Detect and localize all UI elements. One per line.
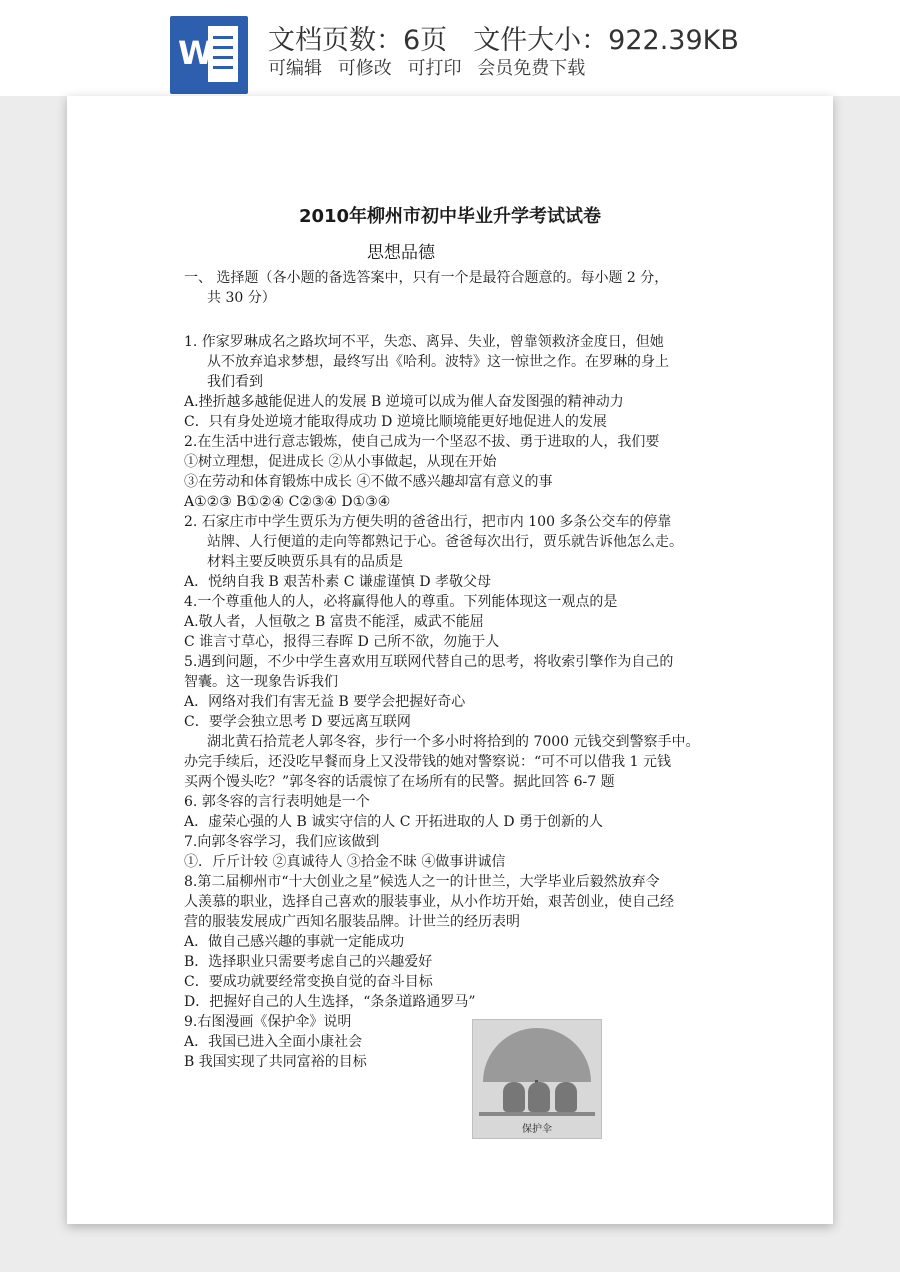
cartoon-figure [528,1082,550,1112]
file-size: 文件大小：922.39KB [473,25,739,56]
text-line: 智囊。这一现象告诉我们 [184,674,338,690]
header-banner [0,0,900,96]
document-page [67,96,833,1224]
text-line: B 我国实现了共同富裕的目标 [184,1054,367,1070]
tag-editable: 可编辑 [268,58,322,79]
cartoon-caption: 保护伞 [522,1124,552,1135]
text-line: 8.第二届柳州市“十大创业之星”候选人之一的计世兰，大学毕业后毅然放弃令 [184,874,660,890]
cartoon-figure [555,1082,577,1112]
text-line: 办完手续后，还没吃早餐而身上又没带钱的她对警察说：“可不可以借我 1 元钱 [184,754,671,770]
tag-member-download: 会员免费下载 [477,58,586,79]
word-letter: W [178,34,214,72]
document-title: 2010年柳州市初中毕业升学考试试卷 [298,206,602,227]
text-line: 7.向郭冬容学习，我们应该做到 [184,834,380,850]
text-line: 9.右图漫画《保护伞》说明 [184,1014,352,1030]
text-line: 站牌、人行便道的走向等都熟记于心。爸爸每次出行，贾乐就告诉他怎么走。 [207,534,683,550]
text-line: 从不放弃追求梦想，最终写出《哈利。波特》这一惊世之作。在罗琳的身上 [207,354,669,370]
text-line: 人羡慕的职业，选择自己喜欢的服装事业，从小作坊开始，艰苦创业，使自己经 [184,894,674,910]
document-subject: 思想品德 [367,243,435,263]
text-line: 我们看到 [207,374,263,390]
text-line: A．网络对我们有害无益 B 要学会把握好奇心 [184,694,466,710]
text-line: D．把握好自己的人生选择，“条条道路通罗马” [184,994,476,1010]
text-line: 湖北黄石拾荒老人郭冬容，步行一个多小时将拾到的 7000 元钱交到警察手中。 [207,734,700,750]
text-line: ①树立理想，促进成长 ②从小事做起，从现在开始 [184,454,497,470]
text-line: A①②③ B①②④ C②③④ D①③④ [184,494,391,510]
text-line: 4.一个尊重他人的人，必将赢得他人的尊重。下列能体现这一观点的是 [184,594,618,610]
text-line: A．虚荣心强的人 B 诚实守信的人 C 开拓进取的人 D 勇于创新的人 [184,814,604,830]
cartoon-figure [503,1082,525,1112]
text-line: ③在劳动和体育锻炼中成长 ④不做不感兴趣却富有意义的事 [184,474,553,490]
text-line: 2.在生活中进行意志锻炼，使自己成为一个坚忍不拔、勇于进取的人，我们要 [184,434,660,450]
text-line: 买两个馒头吃？”郭冬容的话震惊了在场所有的民警。据此回答 6-7 题 [184,774,615,790]
cartoon-image [472,1019,602,1139]
text-line: A.挫折越多越能促进人的发展 B 逆境可以成为催人奋发图强的精神动力 [184,394,624,410]
text-line: C．要学会独立思考 D 要远离互联网 [184,714,411,730]
text-line: B．选择职业只需要考虑自己的兴趣爱好 [184,954,433,970]
text-line: 共 30 分） [207,290,276,306]
text-line: A．我国已进入全面小康社会 [184,1034,363,1050]
text-line: 一、 选择题（各小题的备选答案中，只有一个是最符合题意的。每小题 2 分， [184,270,669,286]
page-count: 文档页数：6页 [268,25,448,56]
tag-printable: 可打印 [407,58,462,79]
text-line: A．悦纳自我 B 艰苦朴素 C 谦虚谨慎 D 孝敬父母 [184,574,492,590]
text-line: 1. 作家罗琳成名之路坎坷不平，失恋、离异、失业，曾靠领救济金度日，但她 [184,334,664,350]
word-document-icon [170,16,248,94]
text-line: A．做自己感兴趣的事就一定能成功 [184,934,405,950]
file-info [268,18,765,57]
text-line: ①．斤斤计较 ②真诚待人 ③拾金不昧 ④做事讲诚信 [184,854,506,870]
text-line: 6. 郭冬容的言行表明她是一个 [184,794,370,810]
tag-modifiable: 可修改 [337,58,392,79]
text-line: 营的服装发展成广西知名服装品牌。计世兰的经历表明 [184,914,520,930]
umbrella-shape [483,1028,591,1082]
feature-tags [268,54,595,80]
text-line: 5.遇到问题，不少中学生喜欢用互联网代替自己的思考，将收索引擎作为自己的 [184,654,674,670]
text-line: C．只有身处逆境才能取得成功 D 逆境比顺境能更好地促进人的发展 [184,414,607,430]
text-line: 2. 石家庄市中学生贾乐为方便失明的爸爸出行，把市内 100 多条公交车的停靠 [184,514,672,530]
text-line: C 谁言寸草心，报得三春晖 D 己所不欲，勿施于人 [184,634,500,650]
text-line: C．要成功就要经常变换自觉的奋斗目标 [184,974,433,990]
text-line: 材料主要反映贾乐具有的品质是 [207,554,403,570]
text-line: A.敬人者，人恒敬之 B 富贵不能淫，威武不能屈 [184,614,484,630]
